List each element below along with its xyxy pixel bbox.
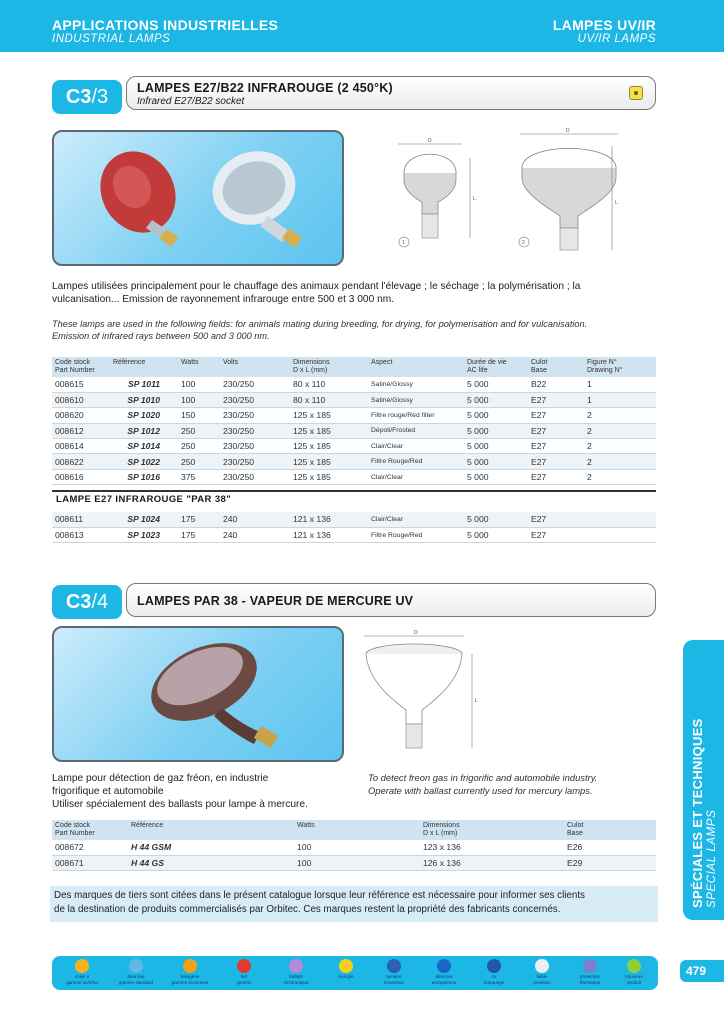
legend-icon [487, 959, 501, 973]
section1-description-fr [52, 280, 662, 306]
legend-item: lumière économie [368, 959, 420, 985]
side-tab-subtitle: SPECIAL LAMPS [706, 809, 718, 908]
legend-icon [627, 959, 641, 973]
section1-badge-main: C3 [65, 85, 92, 108]
legend-icon [339, 959, 353, 973]
col-life: Durée de vie AC life [464, 357, 528, 377]
legend-item: led gamme [218, 959, 270, 985]
section1-title: LAMPES E27/B22 INFRAROUGE (2 450°K) [137, 81, 393, 95]
section1-description-en-line1: These lamps are used in the following fields: for animals mating during breeding, for drying, for polymerisation and for vulcanisation. [52, 319, 588, 329]
footer-legend [52, 956, 658, 990]
section2-badge [52, 585, 122, 619]
section1-description-en [52, 318, 662, 342]
drawing1-number: 1 [402, 240, 405, 246]
table-row: 008613 SP 1023 175 240 121 x 136 Filtre Rouge/Red 5 000 E27 [52, 527, 656, 542]
drawing2-number: 2 [522, 240, 525, 246]
disclaimer [50, 886, 658, 922]
table-row: 008611 SP 1024 175 240 121 x 136 Clair/Clear 5 000 E27 [52, 512, 656, 527]
col-aspect: Aspect [368, 357, 464, 377]
legend-icon [535, 959, 549, 973]
table-row: 008616 SP 1016 375 230/250 125 x 185 Clair/Clear 5 000 E27 2 [52, 469, 656, 484]
side-tab [683, 640, 724, 920]
col-dimensions: Dimensions D x L (mm) [420, 820, 564, 840]
section1-par-table [52, 512, 656, 543]
table-row: 008622 SP 1022 250 230/250 125 x 185 Filtre Rouge/Red 5 000 E27 2 [52, 454, 656, 469]
header-left [52, 17, 278, 45]
section2-table-header [52, 820, 656, 840]
drawing3-d-label: D [414, 630, 418, 636]
drawing1-d-label: D [428, 138, 432, 144]
infrared-lamps-photo [54, 132, 344, 266]
legend-icon [387, 959, 401, 973]
section2-description-fr-line3: Utiliser spécialement des ballasts pour lampe à mercure. [52, 799, 308, 810]
disclaimer-line2: de la destination de produits commercialisés par Orbitec. Ces marques restent la propriété des fabricants concernés. [54, 904, 561, 915]
col-base: Culot Base [564, 820, 656, 840]
col-reference: Référence [128, 820, 294, 840]
drawing1-l-label: L [473, 196, 476, 202]
sun-icon [629, 86, 643, 100]
legend-item: énergie [320, 959, 372, 980]
legend-item: ballast électronique [270, 959, 322, 985]
table-row: 008610 SP 1010 100 230/250 80 x 110 Satiné/Glossy 5 000 E27 1 [52, 392, 656, 407]
legend-item: directive européenne [418, 959, 470, 985]
section1-table [52, 357, 656, 485]
section1-photo [52, 130, 344, 266]
legend-icon [75, 959, 89, 973]
table-row: 008614 SP 1014 250 230/250 125 x 185 Clair/Clear 5 000 E27 2 [52, 439, 656, 454]
section1-table-header [52, 357, 656, 377]
header-right [553, 17, 656, 45]
section2-title: LAMPES PAR 38 - VAPEUR DE MERCURE UV [137, 594, 414, 608]
section2-technical-drawing [360, 628, 490, 764]
section1-technical-drawing [390, 128, 670, 268]
section2-description-en-line1: To detect freon gas in frigorific and automobile industry. [368, 772, 598, 783]
col-base: Culot Base [528, 357, 584, 377]
header-left-title: APPLICATIONS INDUSTRIELLES [52, 17, 279, 33]
section1-description-fr-line2: vulcanisation... Emission de rayonnement infrarouge entre 500 et 3 000 nm. [52, 294, 395, 305]
par-heading-rule [52, 490, 656, 492]
section2-table [52, 820, 656, 871]
section2-photo [52, 626, 344, 762]
section2-description-fr-line2: frigorifique et automobile [52, 786, 164, 797]
legend-item: faible pression [516, 959, 568, 985]
table-row: 008671 H 44 GS 100 126 x 136 E29 [52, 855, 656, 870]
header-right-title: LAMPES UV/IR [552, 17, 656, 33]
legend-icon [437, 959, 451, 973]
col-watts: Watts [294, 820, 420, 840]
side-tab-title: SPÉCIALES ET TECHNIQUES [690, 718, 705, 908]
header-right-subtitle: UV/IR LAMPS [577, 33, 656, 45]
section2-badge-sub: /4 [91, 590, 109, 613]
legend-item: halogène gamme économie [164, 959, 216, 985]
col-reference: Référence [110, 357, 178, 377]
section2-badge-main: C3 [65, 590, 92, 613]
table-row: 008620 SP 1020 150 230/250 125 x 185 Filtre rouge/Red filter 5 000 E27 2 [52, 408, 656, 423]
section2-description-fr [52, 772, 352, 811]
col-code: Code stock Part Number [52, 820, 128, 840]
col-volts: Volts [220, 357, 290, 377]
col-figure: Figure N° Drawing N° [584, 357, 656, 377]
legend-icon [129, 959, 143, 973]
drawing2-l-label: L [615, 200, 618, 206]
section2-title-box [126, 583, 656, 617]
section1-badge [52, 80, 122, 114]
legend-icon [289, 959, 303, 973]
par38-lamp-photo [54, 628, 344, 762]
drawing3-l-label: L [475, 698, 478, 704]
section1-badge-sub: /3 [91, 85, 109, 108]
header-left-subtitle: INDUSTRIAL LAMPS [52, 33, 171, 45]
section2-description-fr-line1: Lampe pour détection de gaz fréon, en industrie [52, 773, 269, 784]
section2-description-en-line2: Operate with ballast currently used for mercury lamps. [368, 784, 593, 796]
section1-subtitle: Infrared E27/B22 socket [137, 96, 245, 107]
legend-icon [237, 959, 251, 973]
col-watts: Watts [178, 357, 220, 377]
legend-item: soleil ir gamme uv/infra [56, 959, 108, 985]
legend-item: ce marquage [468, 959, 520, 985]
section2-description-en [368, 772, 658, 797]
drawing2-d-label: D [566, 128, 570, 134]
section1-description-en-line2: Emission of infrared rays between 500 and 3 000 nm. [52, 331, 270, 341]
table-row: 008612 SP 1012 250 230/250 125 x 185 Dépoli/Frosted 5 000 E27 2 [52, 423, 656, 438]
col-code: Code stock Part Number [52, 357, 110, 377]
legend-icon [583, 959, 597, 973]
par-heading: LAMPE E27 INFRAROUGE "PAR 38" [56, 494, 232, 505]
page-number: 479 [680, 960, 724, 982]
section1-title-box [126, 76, 656, 110]
legend-item: blue line gamme standard [110, 959, 162, 985]
section1-description-fr-line1: Lampes utilisées principalement pour le chauffage des animaux pendant l'élevage ; le séchage ; la polymérisation ; la [52, 281, 581, 292]
table-row: 008615 SP 1011 100 230/250 80 x 110 Satiné/Glossy 5 000 B22 1 [52, 377, 656, 392]
disclaimer-line1: Des marques de tiers sont citées dans le présent catalogue lorsque leur référence est nécessaire pour informer ses clients [54, 890, 585, 901]
legend-item: protection thermique [564, 959, 616, 985]
table-row: 008672 H 44 GSM 100 123 x 136 E26 [52, 840, 656, 855]
legend-item: nouveau produit [608, 959, 660, 985]
col-dimensions: Dimensions D x L (mm) [290, 357, 368, 377]
legend-icon [183, 959, 197, 973]
